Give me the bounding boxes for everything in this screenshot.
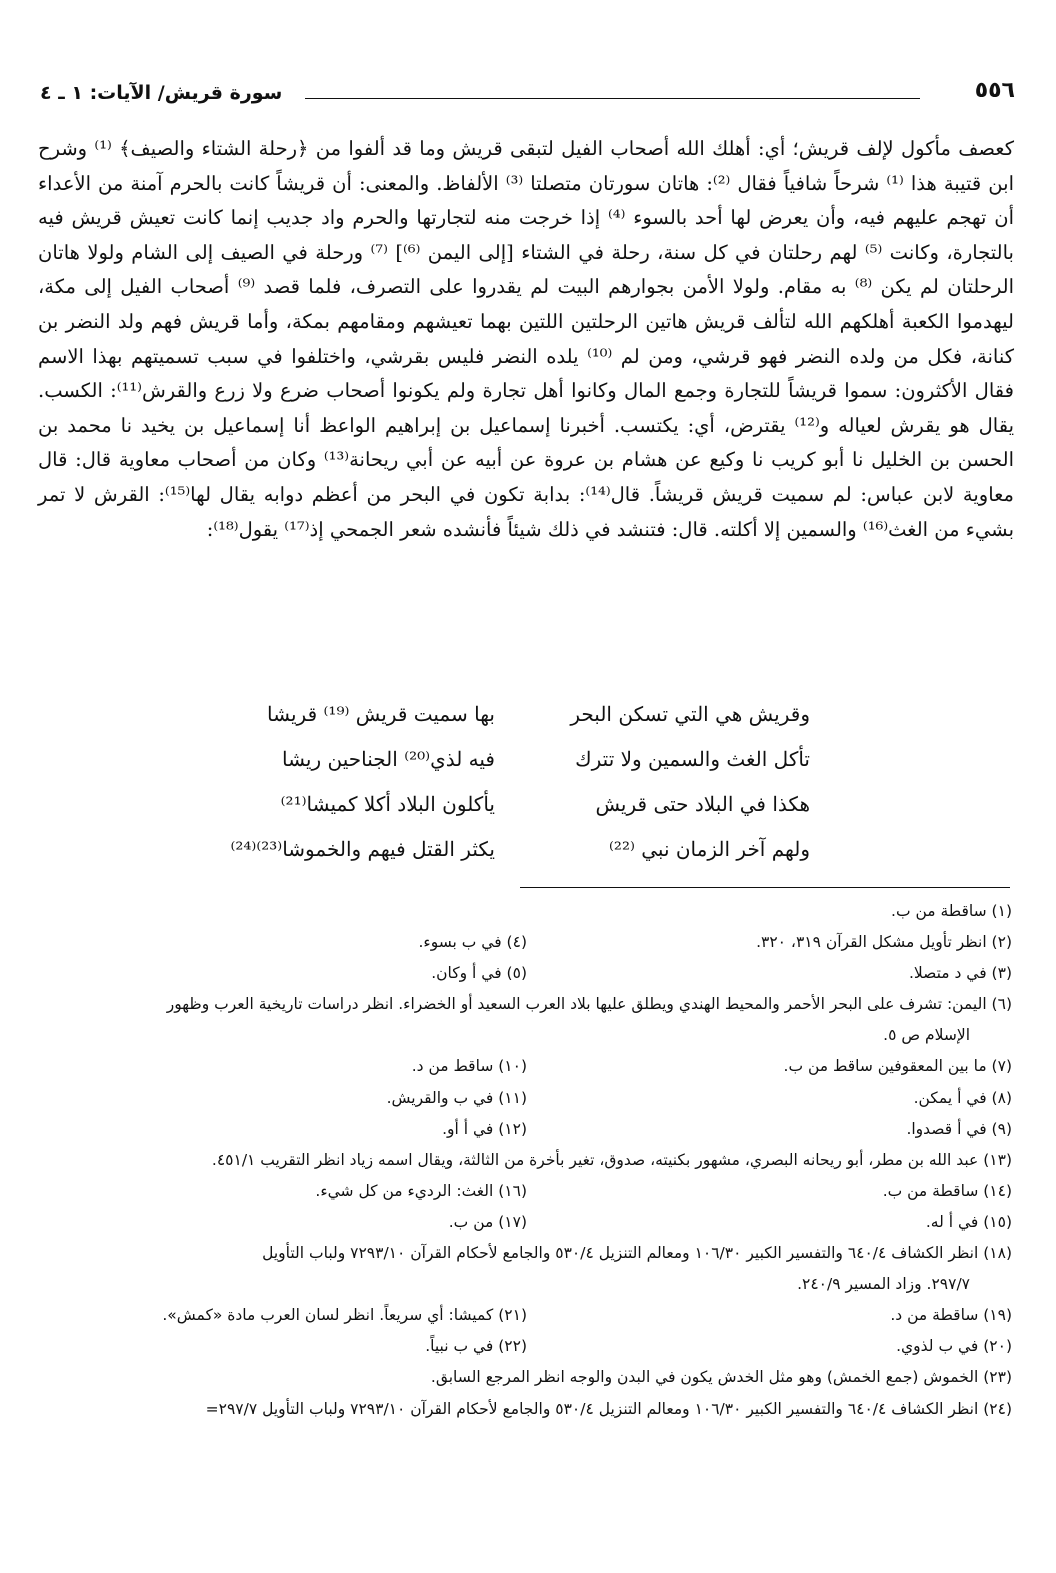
footnote: (٢٢) في ب نبياً. [425,1337,527,1356]
poem-hemistich-first: وقريش هي التي تسكن البحر [570,702,810,726]
footnote-row [40,1368,1012,1399]
footnotes [40,902,1012,1431]
footnote-row [40,1337,1012,1368]
footnote: (٥) في أ وكان. [431,964,527,983]
poem-hemistich-first: ولهم آخر الزمان نبي ⁽²²⁾ [609,837,810,861]
footnote: (٢١) كميشا: أي سريعاً. انظر لسان العرب مادة «كمش». [162,1306,527,1325]
footnote: (٢٣) الخموش (جمع الخمش) وهو مثل الخدش يكون في البدن والوجه انظر المرجع السابق. [430,1368,1012,1387]
poem-hemistich-first: هكذا في البلاد حتى قريش [595,792,810,816]
footnote-row [40,1182,1012,1213]
footnote-row [40,1244,1012,1275]
footnote: (١٨) انظر الكشاف ٦٤٠/٤ والتفسير الكبير ١٠٦/٣٠ ومعالم التنزيل ٥٣٠/٤ والجامع لأحكام القرآن ٧٢٩٣/١٠ ولباب التأويل [262,1244,1012,1263]
footnote: (٩) في أ قصدوا. [906,1119,1012,1138]
running-title: سورة قريش/ الآيات: ١ ـ ٤ [40,82,283,104]
footnote: (١٠) ساقط من د. [411,1057,527,1076]
footnote: (١٤) ساقطة من ب. [882,1181,1012,1200]
poem-hemistich-second: فيه لذي⁽²⁰⁾ الجناحين ريشا [282,747,495,771]
footnote: (٣) في د متصلا. [908,964,1012,983]
footnote: (١٢) في أ أو. [442,1119,527,1138]
footnote: (٨) في أ يمكن. [913,1088,1012,1107]
footnote-row [40,995,1012,1026]
footnote: (٤) في ب بسوء. [418,933,527,952]
footnote-row [40,1057,1012,1088]
footnote-continuation: ٢٩٧/٧. وزاد المسير ٢٤٠/٩. [797,1275,970,1294]
footnote-row [40,1213,1012,1244]
footnote: (٢) انظر تأويل مشكل القرآن ٣١٩، ٣٢٠. [756,933,1012,952]
footnote: (١١) في ب والقريش. [386,1088,527,1107]
footnote: (١٦) الغث: الرديء من كل شيء. [315,1181,527,1200]
page-number: ٥٥٦ [974,78,1015,103]
footnote-row [40,1120,1012,1151]
footnote-row [40,1089,1012,1120]
footnote-row [40,1275,1012,1306]
poem-verse [210,792,810,837]
poem-hemistich-first: تأكل الغث والسمين ولا تترك [575,747,810,771]
footnote-row [40,1306,1012,1337]
footnote-row [40,1151,1012,1182]
poem-hemistich-second: يأكلون البلاد أكلا كميشا⁽²¹⁾ [280,792,495,816]
footnote-row [40,1400,1012,1431]
footnote-row [40,964,1012,995]
footnote-row [40,902,1012,933]
poem [210,702,810,882]
footnote: (١٩) ساقطة من د. [890,1306,1012,1325]
footnote: (٢٠) في ب لذوي. [896,1337,1012,1356]
footnote-row [40,933,1012,964]
poem-verse [210,747,810,792]
footnote: (٢٤) انظر الكشاف ٦٤٠/٤ والتفسير الكبير ١٠٦/٣٠ ومعالم التنزيل ٥٣٠/٤ والجامع لأحكام القرآن ٧٢٩٣/١٠ ولباب التأويل ٢٩٧/٧= [205,1399,1012,1418]
poem-hemistich-second: يكثر القتل فيهم والخموشا⁽²³⁾⁽²⁴⁾ [230,837,495,861]
footnote-row [40,1026,1012,1057]
footnote: (١٥) في أ له. [925,1212,1012,1231]
poem-hemistich-second: بها سميت قريش ⁽¹⁹⁾ قريشا [267,702,495,726]
page-header [40,78,1015,112]
footnote: (٧) ما بين المعقوفين ساقط من ب. [783,1057,1012,1076]
main-text-block [38,132,1014,547]
header-rule [305,98,920,99]
poem-verse [210,702,810,747]
footnote: (١) ساقطة من ب. [891,902,1012,920]
footnote: (١٧) من ب. [448,1212,527,1231]
footnote: (١٣) عبد الله بن مطر، أبو ريحانه البصري، مشهور بكنيته، صدوق، تغير بأخرة من الثالثة، ويقال اسمه زياد انظر التقريب ٤٥١/١. [211,1150,1012,1169]
footnote-separator [520,887,1010,888]
poem-verse [210,837,810,882]
footnote-continuation: الإسلام ص ٥. [883,1026,970,1045]
footnote: (٦) اليمن: تشرف على البحر الأحمر والمحيط الهندي ويطلق عليها بلاد العرب السعيد أو الخضراء. انظر دراسات تاريخية العرب وظهور [166,995,1012,1014]
body-paragraph: كعصف مأكول لإلف قريش؛ أي: أهلك الله أصحاب الفيل لتبقى قريش وما قد ألفوا من ﴿رحلة الشتاء والصيف﴾ ⁽¹⁾ وشرح ابن قتيبة هذا ⁽¹⁾ شرحاً شافياً فقال ⁽²⁾: هاتان سورتان متصلتا ⁽³⁾ الألفاظ. والمعنى: أن قريشاً كانت بالحرم آمنة من الأعداء أن تهجم عليهم فيه، وأن يعرض لها أحد بالسوء ⁽⁴⁾ إذا خرجت منه لتجارتها والحرم واد جديب إنما كانت تعيش قريش فيه بالتجارة، وكانت ⁽⁵⁾ لهم رحلتان في كل سنة، رحلة في الشتاء [إلى اليمن ⁽⁶⁾] ⁽⁷⁾ ورحلة في الصيف إلى الشام ولولا هاتان الرحلتان لم يكن ⁽⁸⁾ به مقام. ولولا الأمن بجوارهم البيت لم يقدروا على التصرف، فلما قصد ⁽⁹⁾ أصحاب الفيل إلى مكة، ليهدموا الكعبة أهلكهم الله لتألف قريش هاتين الرحلتين اللتين بهما تعيشهم ومقامهم بمكة، وأما قريش فهم ولد النضر بن كنانة، فكل من ولده النضر فهو قرشي، ومن لم ⁽¹⁰⁾ يلده النضر فليس بقرشي، واختلفوا في سبب تسميتهم بهذا الاسم فقال الأكثرون: سموا قريشاً للتجارة وجمع المال وكانوا أهل تجارة ولم يكونوا أصحاب ضرع ولا زرع والقرش⁽¹¹⁾: الكسب. يقال هو يقرش لعياله و⁽¹²⁾ يقترض، أي: يكتسب. أخبرنا إسماعيل بن إبراهيم الواعظ أنا إسماعيل بن يخيد نا محمد بن الحسن بن الخليل نا أبو كريب نا وكيع عن هشام بن عروة عن أبيه عن أبي ريحانة⁽¹³⁾ وكان من أصحاب معاوية قال: قال معاوية لابن عباس: لم سميت قريش قريشاً. قال⁽¹⁴⁾: بدابة تكون في البحر من أعظم دوابه يقال لها⁽¹⁵⁾: القرش لا تمر بشيء من الغث⁽¹⁶⁾ والسمين إلا أكلته. قال: فتنشد في ذلك شيئاً فأنشده شعر الجمحي إذ⁽¹⁷⁾ يقول⁽¹⁸⁾: [38,137,1015,541]
